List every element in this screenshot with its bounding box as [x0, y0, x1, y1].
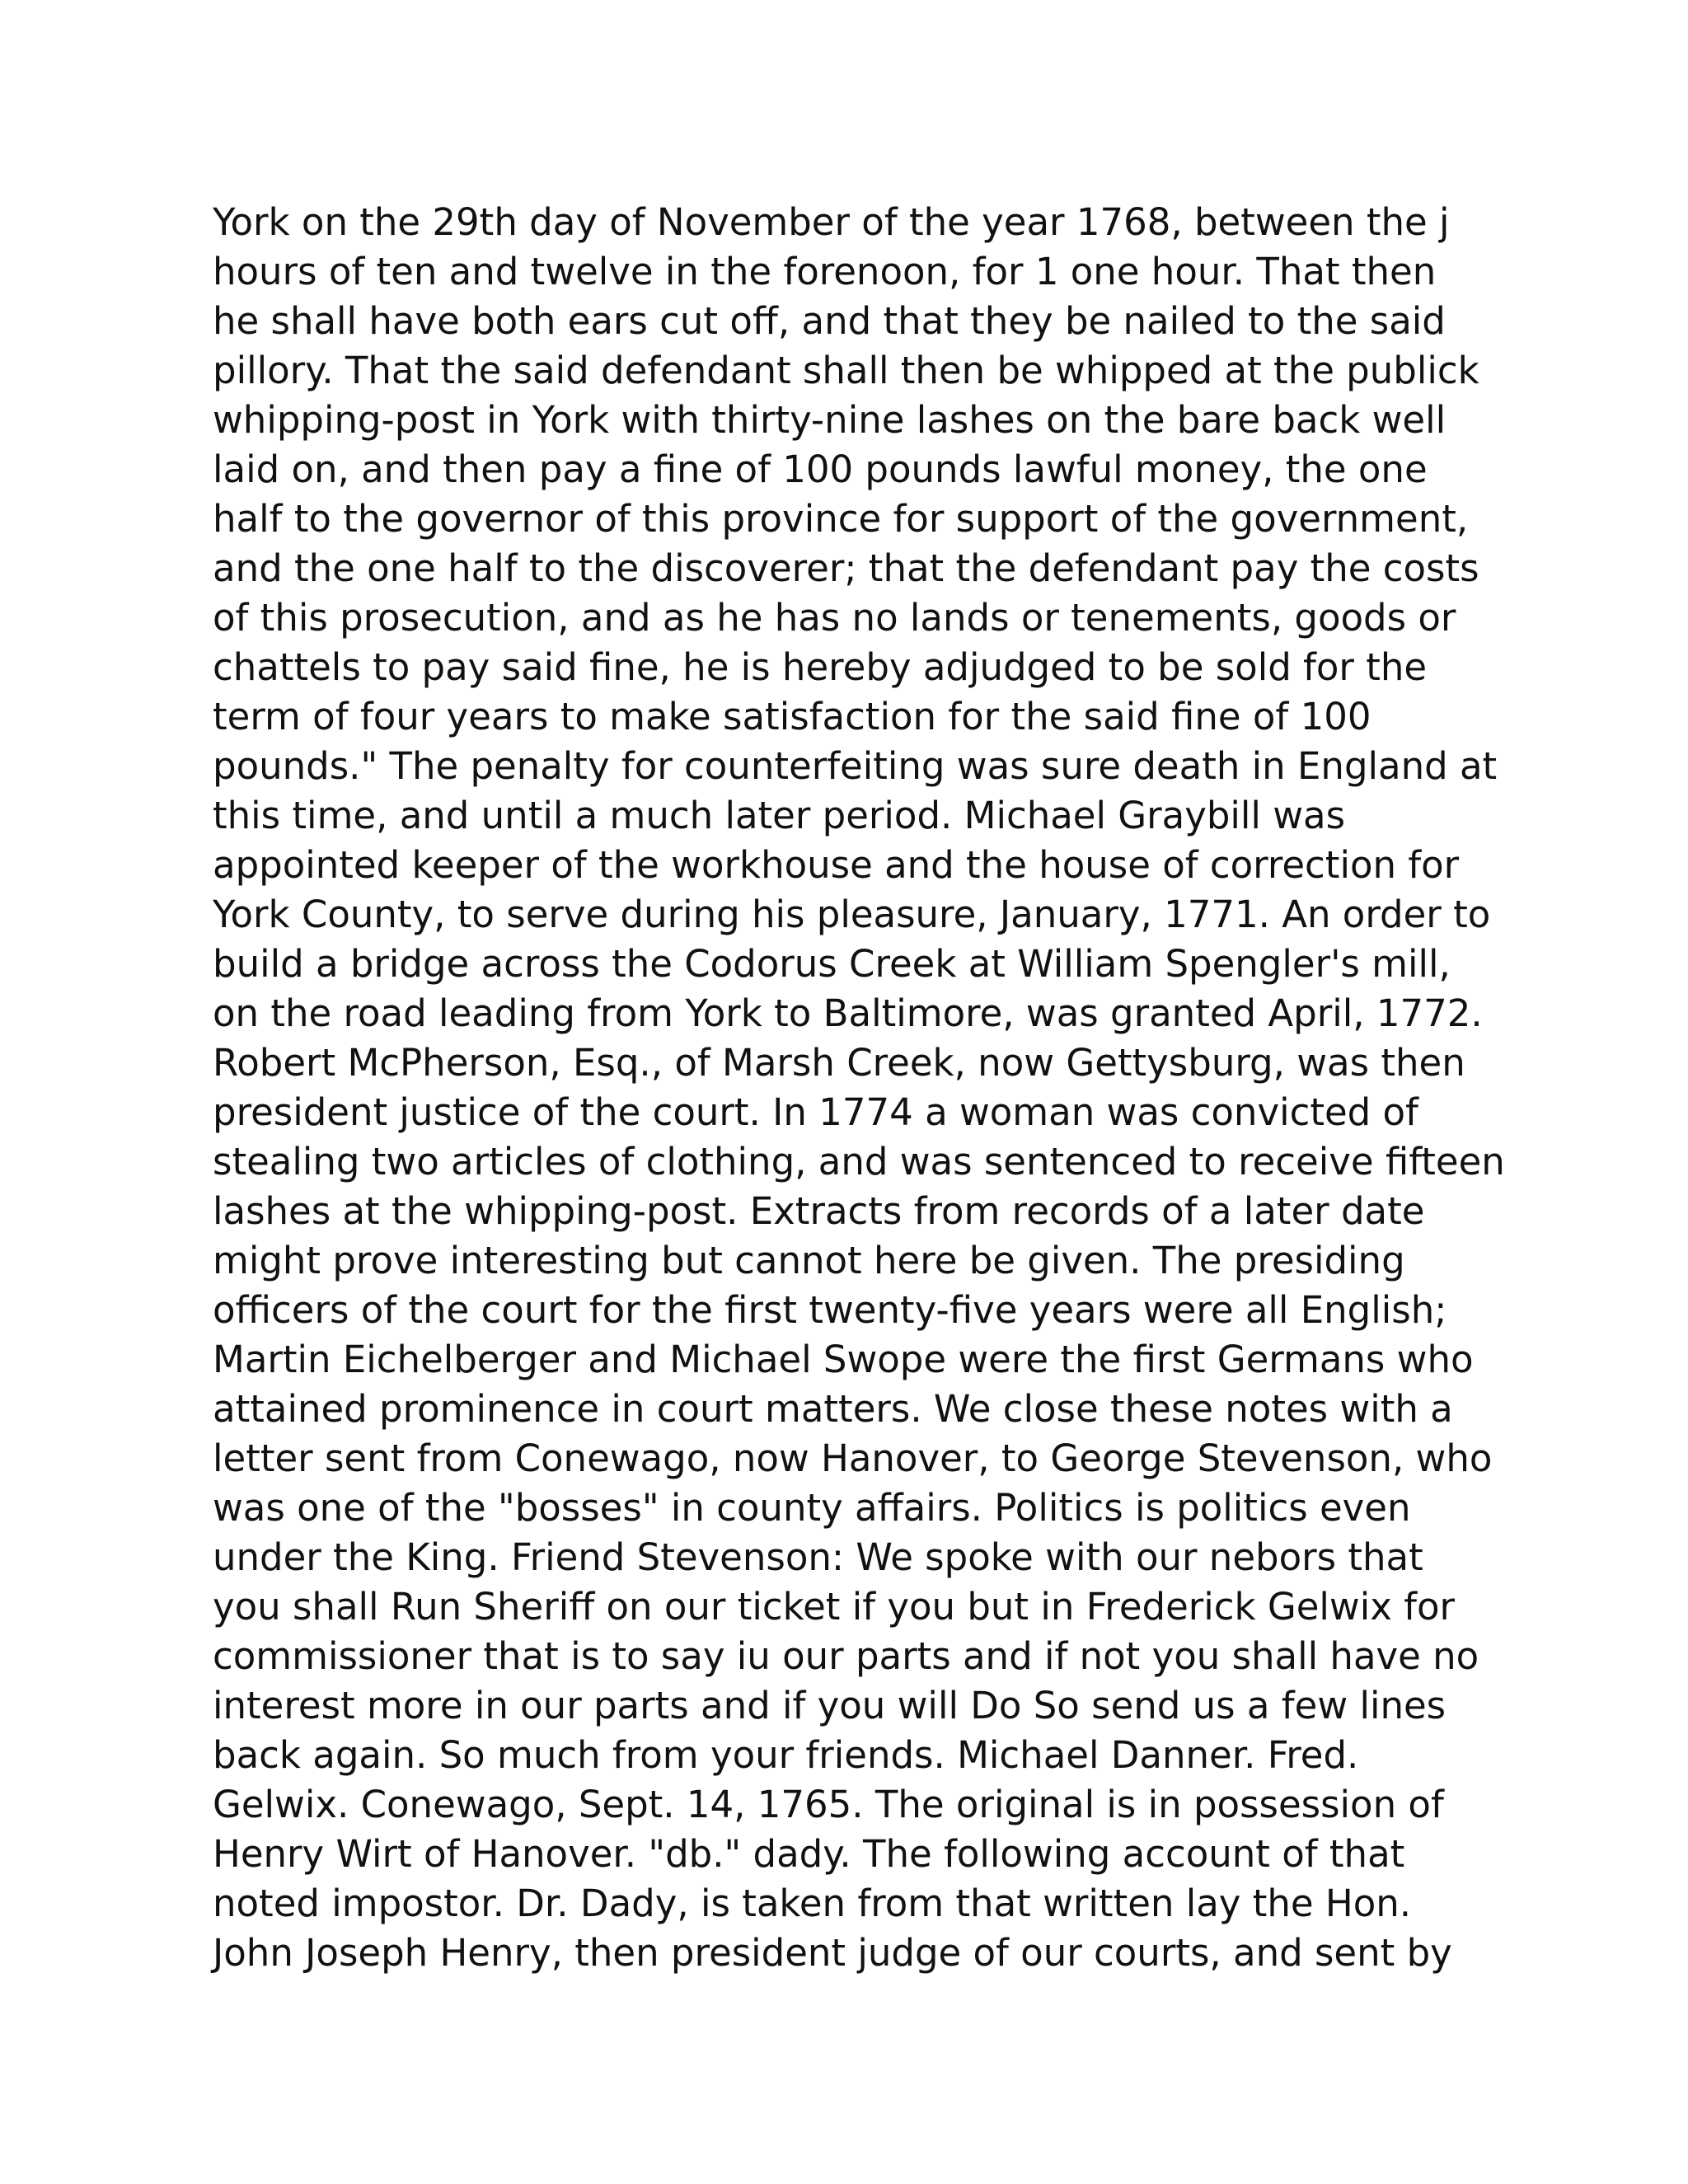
text-line: hours of ten and twelve in the forenoon, for 1 one hour. That then [213, 250, 1437, 293]
text-line: might prove interesting but cannot here be given. The presiding [213, 1239, 1405, 1282]
text-line: half to the governor of this province for support of the government, [213, 497, 1469, 541]
text-line: you shall Run Sheriff on our ticket if you but in Frederick Gelwix for [213, 1585, 1456, 1629]
text-line: John Joseph Henry, then president judge of our courts, and sent by [213, 1931, 1452, 1975]
text-line: on the road leading from York to Baltimore, was granted April, 1772. [213, 991, 1483, 1035]
text-line: pillory. That the said defendant shall then be whipped at the publick [213, 349, 1479, 392]
text-line: of this prosecution, and as he has no lands or tenements, goods or [213, 596, 1456, 640]
text-line: interest more in our parts and if you will Do So send us a few lines [213, 1684, 1447, 1727]
text-line: appointed keeper of the workhouse and the house of correction for [213, 843, 1460, 887]
text-line: term of four years to make satisfaction for the said fine of 100 [213, 695, 1372, 738]
text-line: Martin Eichelberger and Michael Swope were the first Germans who [213, 1338, 1474, 1381]
body-text [213, 198, 1531, 1978]
text-line: pounds." The penalty for counterfeiting was sure death in England at [213, 744, 1498, 788]
text-line: was one of the "bosses" in county affairs. Politics is politics even [213, 1486, 1411, 1530]
text-line: York County, to serve during his pleasure, January, 1771. An order to [213, 893, 1491, 936]
text-line: stealing two articles of clothing, and was sentenced to receive fifteen [213, 1140, 1505, 1183]
text-line: Gelwix. Conewago, Sept. 14, 1765. The original is in possession of [213, 1783, 1444, 1826]
text-line: president justice of the court. In 1774 a woman was convicted of [213, 1090, 1418, 1134]
text-line: lashes at the whipping-post. Extracts from records of a later date [213, 1189, 1425, 1233]
text-line: noted impostor. Dr. Dady, is taken from that written lay the Hon. [213, 1882, 1412, 1925]
text-line: whipping-post in York with thirty-nine lashes on the bare back well [213, 398, 1447, 442]
text-line: laid on, and then pay a fine of 100 pounds lawful money, the one [213, 448, 1428, 491]
text-line: commissioner that is to say iu our parts and if not you shall have no [213, 1634, 1479, 1678]
text-line: and the one half to the discoverer; that the defendant pay the costs [213, 546, 1479, 590]
text-line: attained prominence in court matters. We close these notes with a [213, 1387, 1453, 1431]
text-line: chattels to pay said fine, he is hereby adjudged to be sold for the [213, 645, 1428, 689]
text-line: Henry Wirt of Hanover. "db." dady. The following account of that [213, 1832, 1405, 1876]
text-line: officers of the court for the first twenty-five years were all English; [213, 1288, 1447, 1332]
text-line: back again. So much from your friends. Michael Danner. Fred. [213, 1733, 1359, 1777]
text-line: Robert McPherson, Esq., of Marsh Creek, now Gettysburg, was then [213, 1041, 1465, 1085]
text-line: this time, and until a much later period. Michael Graybill was [213, 794, 1346, 837]
text-line: build a bridge across the Codorus Creek at William Spengler's mill, [213, 942, 1451, 986]
text-line: letter sent from Conewago, now Hanover, to George Stevenson, who [213, 1436, 1493, 1480]
text-line: he shall have both ears cut off, and that they be nailed to the said [213, 299, 1446, 343]
text-line: York on the 29th day of November of the year 1768, between the j [213, 200, 1450, 244]
text-line: under the King. Friend Stevenson: We spoke with our nebors that [213, 1535, 1423, 1579]
